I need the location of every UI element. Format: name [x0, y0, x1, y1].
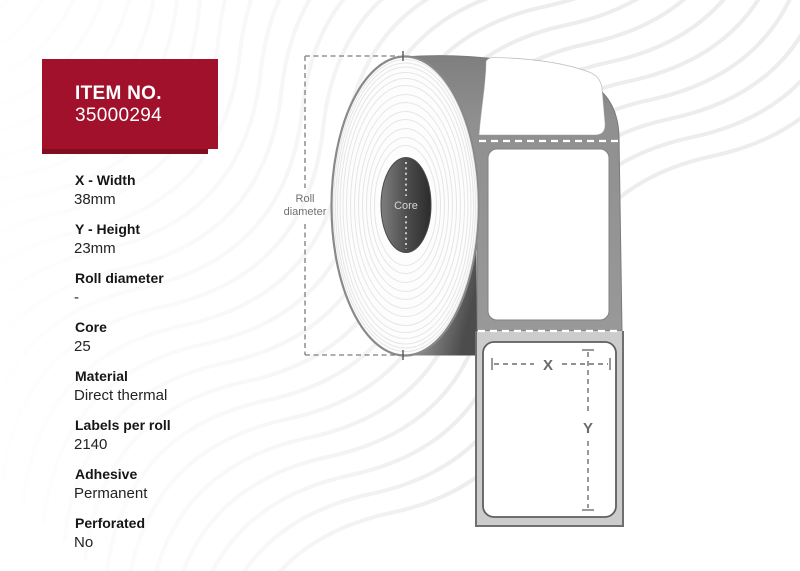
spec-perforated	[75, 514, 171, 552]
roll-front-face	[332, 57, 479, 356]
spec-value: -	[74, 289, 79, 306]
spec-value: 23mm	[74, 240, 116, 257]
label-middle	[488, 149, 609, 320]
spec-labels-per-roll	[75, 416, 171, 454]
roll-diameter-label-line1: Roll	[295, 193, 315, 205]
spec-label: Perforated	[75, 515, 146, 531]
spec-value: Direct thermal	[74, 387, 168, 404]
spec-material	[75, 367, 171, 405]
spec-label: Adhesive	[75, 466, 138, 482]
spec-value: Permanent	[74, 485, 148, 502]
spec-value: 25	[74, 338, 91, 355]
item-number-box	[42, 59, 218, 149]
spec-adhesive	[75, 465, 171, 503]
spec-label: Y - Height	[75, 221, 141, 237]
spec-x-width	[75, 171, 171, 209]
y-dimension-label: Y	[582, 420, 594, 437]
spec-value: No	[74, 534, 94, 551]
spec-label: Roll diameter	[75, 270, 164, 286]
item-number-box-shadow	[42, 149, 208, 154]
core-label: Core	[394, 200, 418, 212]
spec-label: Core	[75, 319, 107, 335]
spec-list	[75, 171, 171, 552]
spec-value: 2140	[74, 436, 108, 453]
spec-label: X - Width	[75, 172, 136, 188]
spec-value: 38mm	[74, 191, 116, 208]
spec-label: Material	[75, 368, 128, 384]
item-number: 35000294	[75, 105, 162, 126]
spec-y-height	[75, 220, 171, 258]
spec-roll-diameter	[75, 269, 171, 307]
x-dimension-label: X	[542, 357, 554, 374]
item-no-heading: ITEM NO.	[75, 83, 162, 104]
roll-diameter-label-line2: diameter	[283, 206, 327, 218]
spec-label: Labels per roll	[75, 417, 171, 433]
spec-core	[75, 318, 171, 356]
